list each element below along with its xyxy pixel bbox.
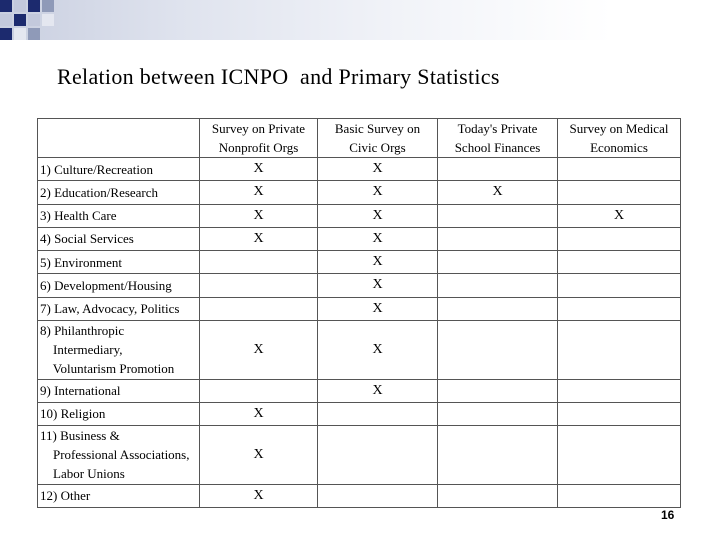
- row-mark-cell: [558, 484, 681, 507]
- table-row: [38, 379, 681, 402]
- row-mark-cell: X: [318, 204, 438, 227]
- row-label: 4) Social Services: [38, 227, 200, 250]
- row-mark-cell: X: [318, 251, 438, 274]
- table-row: [38, 402, 681, 425]
- row-mark-cell: [438, 274, 558, 297]
- table-row: [38, 320, 681, 379]
- row-label: 8) Philanthropic Intermediary, Voluntarism Promotion: [38, 320, 200, 379]
- row-mark-cell: X: [318, 181, 438, 204]
- row-label: 6) Development/Housing: [38, 274, 200, 297]
- row-mark-cell: X: [200, 227, 318, 250]
- page-number: 16: [661, 508, 675, 522]
- row-mark-cell: [318, 402, 438, 425]
- table-row: [38, 484, 681, 507]
- row-label: 9) International: [38, 379, 200, 402]
- table-row: [38, 158, 681, 181]
- row-mark-cell: [558, 379, 681, 402]
- table-row: [38, 426, 681, 485]
- row-mark-cell: [438, 158, 558, 181]
- row-mark-cell: X: [318, 274, 438, 297]
- table-row: [38, 297, 681, 320]
- row-mark-cell: [438, 320, 558, 379]
- row-mark-cell: X: [318, 227, 438, 250]
- row-mark-cell: [558, 402, 681, 425]
- row-mark-cell: [558, 274, 681, 297]
- row-label: 11) Business & Professional Associations, Labor Unions: [38, 426, 200, 485]
- row-mark-cell: X: [200, 402, 318, 425]
- icnpo-statistics-table: [37, 118, 681, 508]
- row-mark-cell: [438, 251, 558, 274]
- table-row: [38, 251, 681, 274]
- table-row: [38, 204, 681, 227]
- row-mark-cell: [438, 402, 558, 425]
- table-row: [38, 181, 681, 204]
- row-label: 2) Education/Research: [38, 181, 200, 204]
- row-mark-cell: [438, 379, 558, 402]
- row-mark-cell: [558, 426, 681, 485]
- row-label: 5) Environment: [38, 251, 200, 274]
- row-mark-cell: [438, 297, 558, 320]
- row-mark-cell: [558, 227, 681, 250]
- row-mark-cell: X: [200, 320, 318, 379]
- row-mark-cell: [558, 297, 681, 320]
- header-cell-survey-private-nonprofit: Survey on Private Nonprofit Orgs: [200, 119, 318, 158]
- row-mark-cell: [438, 204, 558, 227]
- header-cell-medical-economics: Survey on Medical Economics: [558, 119, 681, 158]
- row-mark-cell: [558, 158, 681, 181]
- row-mark-cell: [558, 320, 681, 379]
- row-label: 7) Law, Advocacy, Politics: [38, 297, 200, 320]
- row-label: 12) Other: [38, 484, 200, 507]
- row-label: 10) Religion: [38, 402, 200, 425]
- row-label: 1) Culture/Recreation: [38, 158, 200, 181]
- table-row: [38, 227, 681, 250]
- row-mark-cell: [200, 251, 318, 274]
- row-mark-cell: [558, 251, 681, 274]
- row-mark-cell: [318, 484, 438, 507]
- row-mark-cell: X: [318, 379, 438, 402]
- row-mark-cell: X: [318, 158, 438, 181]
- row-mark-cell: [200, 379, 318, 402]
- row-mark-cell: X: [200, 204, 318, 227]
- header-cell-private-school-finances: Today's Private School Finances: [438, 119, 558, 158]
- row-mark-cell: X: [318, 320, 438, 379]
- slide-title: Relation between ICNPO and Primary Statistics: [57, 64, 500, 89]
- row-mark-cell: [438, 227, 558, 250]
- header-banner: [0, 0, 720, 40]
- table-row: [38, 274, 681, 297]
- row-mark-cell: X: [200, 426, 318, 485]
- row-mark-cell: [558, 181, 681, 204]
- row-mark-cell: [318, 426, 438, 485]
- header-cell-blank: [38, 119, 200, 158]
- row-label: 3) Health Care: [38, 204, 200, 227]
- header-row: [38, 119, 681, 158]
- row-mark-cell: [200, 297, 318, 320]
- row-mark-cell: X: [200, 484, 318, 507]
- row-mark-cell: [200, 274, 318, 297]
- row-mark-cell: X: [318, 297, 438, 320]
- row-mark-cell: X: [438, 181, 558, 204]
- row-mark-cell: X: [558, 204, 681, 227]
- row-mark-cell: [438, 484, 558, 507]
- header-cell-basic-survey-civic: Basic Survey on Civic Orgs: [318, 119, 438, 158]
- row-mark-cell: X: [200, 181, 318, 204]
- row-mark-cell: X: [200, 158, 318, 181]
- row-mark-cell: [438, 426, 558, 485]
